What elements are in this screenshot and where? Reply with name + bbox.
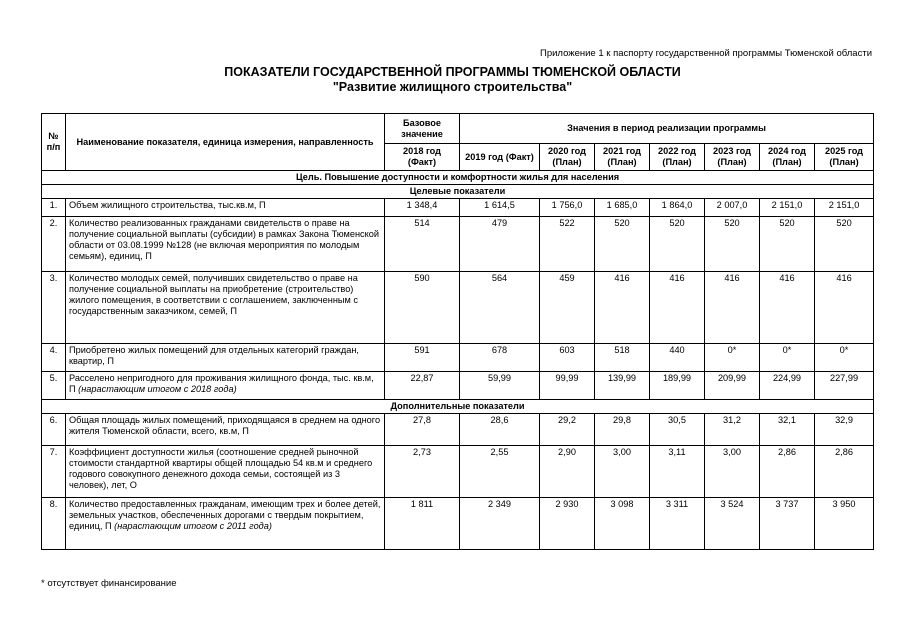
row-value: 520 [815,217,874,272]
row-number: 8. [42,498,66,550]
row-value: 2 349 [460,498,540,550]
table-row [42,199,874,217]
row-value: 2,86 [815,446,874,498]
row-number: 5. [42,372,66,400]
row-value: 520 [705,217,760,272]
row-value: 590 [385,272,460,344]
row-value: 2,55 [460,446,540,498]
row-name: Расселено непригодного для проживания жилищного фонда, тыс. кв.м, П (нарастающим итогом с 2018 года) [66,372,385,400]
row-value: 2,90 [540,446,595,498]
row-value: 28,6 [460,414,540,446]
row-value: 2,73 [385,446,460,498]
section-row [42,400,874,414]
row-value: 0* [760,344,815,372]
row-value: 603 [540,344,595,372]
row-value: 2,86 [760,446,815,498]
header-year: 2019 год (Факт) [460,144,540,171]
table-row [42,372,874,400]
row-value: 139,99 [595,372,650,400]
row-value: 416 [760,272,815,344]
row-value: 440 [650,344,705,372]
row-value: 1 811 [385,498,460,550]
row-value: 27,8 [385,414,460,446]
row-value: 1 685,0 [595,199,650,217]
goal-row [42,171,874,185]
header-year: 2023 год (План) [705,144,760,171]
row-value: 591 [385,344,460,372]
header-base: Базовое значение [385,114,460,144]
row-value: 22,87 [385,372,460,400]
row-name: Объем жилищного строительства, тыс.кв.м, П [66,199,385,217]
row-value: 0* [705,344,760,372]
row-value: 520 [595,217,650,272]
row-value: 2 930 [540,498,595,550]
row-value: 3 311 [650,498,705,550]
row-value: 3 098 [595,498,650,550]
row-value: 227,99 [815,372,874,400]
row-value: 209,99 [705,372,760,400]
row-value: 29,8 [595,414,650,446]
row-value: 59,99 [460,372,540,400]
table-row [42,217,874,272]
header-year: 2024 год (План) [760,144,815,171]
row-value: 1 756,0 [540,199,595,217]
row-number: 3. [42,272,66,344]
row-value: 189,99 [650,372,705,400]
row-number: 6. [42,414,66,446]
row-value: 3,11 [650,446,705,498]
row-number: 2. [42,217,66,272]
row-name: Количество предоставленных гражданам, имеющим трех и более детей, земельных участков, обеспеченных дорогами с твердым покрытием, единиц, П (нарастающим итогом с 2011 года) [66,498,385,550]
row-value: 3 737 [760,498,815,550]
header-year: 2018 год (Факт) [385,144,460,171]
appendix-note: Приложение 1 к паспорту государственной программы Тюменской области [540,48,872,59]
row-value: 416 [595,272,650,344]
row-value: 520 [650,217,705,272]
row-value: 416 [650,272,705,344]
row-value: 416 [815,272,874,344]
table-row [42,498,874,550]
header-year: 2020 год (План) [540,144,595,171]
row-name: Количество молодых семей, получивших свидетельство о праве на получение социальной выплаты на приобретение (строительство) жилого помещения, в соответствии с соглашением, заключенным с государственным заказчиком, семей, П [66,272,385,344]
row-value: 518 [595,344,650,372]
row-value: 1 614,5 [460,199,540,217]
table-row [42,344,874,372]
row-value: 224,99 [760,372,815,400]
row-name: Приобретено жилых помещений для отдельных категорий граждан, квартир, П [66,344,385,372]
row-value: 2 007,0 [705,199,760,217]
row-value: 479 [460,217,540,272]
row-value: 416 [705,272,760,344]
header-year: 2022 год (План) [650,144,705,171]
row-value: 520 [760,217,815,272]
row-number: 1. [42,199,66,217]
header-num: № п/п [42,114,66,171]
row-value: 29,2 [540,414,595,446]
row-value: 3 524 [705,498,760,550]
row-value: 2 151,0 [815,199,874,217]
row-value: 3 950 [815,498,874,550]
document-title: ПОКАЗАТЕЛИ ГОСУДАРСТВЕННОЙ ПРОГРАММЫ ТЮМЕНСКОЙ ОБЛАСТИ [224,65,681,79]
header-year: 2025 год (План) [815,144,874,171]
row-value: 3,00 [595,446,650,498]
row-value: 32,1 [760,414,815,446]
section-additional-label: Дополнительные показатели [42,400,874,414]
row-value: 2 151,0 [760,199,815,217]
table-row [42,272,874,344]
program-name: "Развитие жилищного строительства" [332,80,573,94]
row-value: 564 [460,272,540,344]
row-value: 678 [460,344,540,372]
row-value: 514 [385,217,460,272]
row-name: Количество реализованных гражданами свидетельств о праве на получение социальной выплаты (субсидии) в рамках Закона Тюменской области от 03.08.1999 №128 (не включая мероприятия по молодым семьям), единиц, П [66,217,385,272]
row-value: 1 864,0 [650,199,705,217]
row-value: 459 [540,272,595,344]
table-row [42,446,874,498]
row-value: 3,00 [705,446,760,498]
footnote: * отсутствует финансирование [41,578,177,589]
indicators-table [41,113,874,550]
row-value: 99,99 [540,372,595,400]
section-target-label: Целевые показатели [42,185,874,199]
row-value: 0* [815,344,874,372]
row-value: 32,9 [815,414,874,446]
row-value: 31,2 [705,414,760,446]
row-number: 4. [42,344,66,372]
row-value: 30,5 [650,414,705,446]
header-period: Значения в период реализации программы [460,114,874,144]
row-name: Общая площадь жилых помещений, приходящаяся в среднем на одного жителя Тюменской области, всего, кв.м, П [66,414,385,446]
row-value: 522 [540,217,595,272]
row-number: 7. [42,446,66,498]
row-name: Коэффициент доступности жилья (соотношение средней рыночной стоимости стандартной квартиры общей площадью 54 кв.м и среднего годового совокупного денежного дохода семьи, состоящей из 3 человек), лет, О [66,446,385,498]
header-name: Наименование показателя, единица измерения, направленность [66,114,385,171]
table-row [42,414,874,446]
row-value: 1 348,4 [385,199,460,217]
section-row [42,185,874,199]
header-year: 2021 год (План) [595,144,650,171]
goal-label: Цель. Повышение доступности и комфортности жилья для населения [42,171,874,185]
